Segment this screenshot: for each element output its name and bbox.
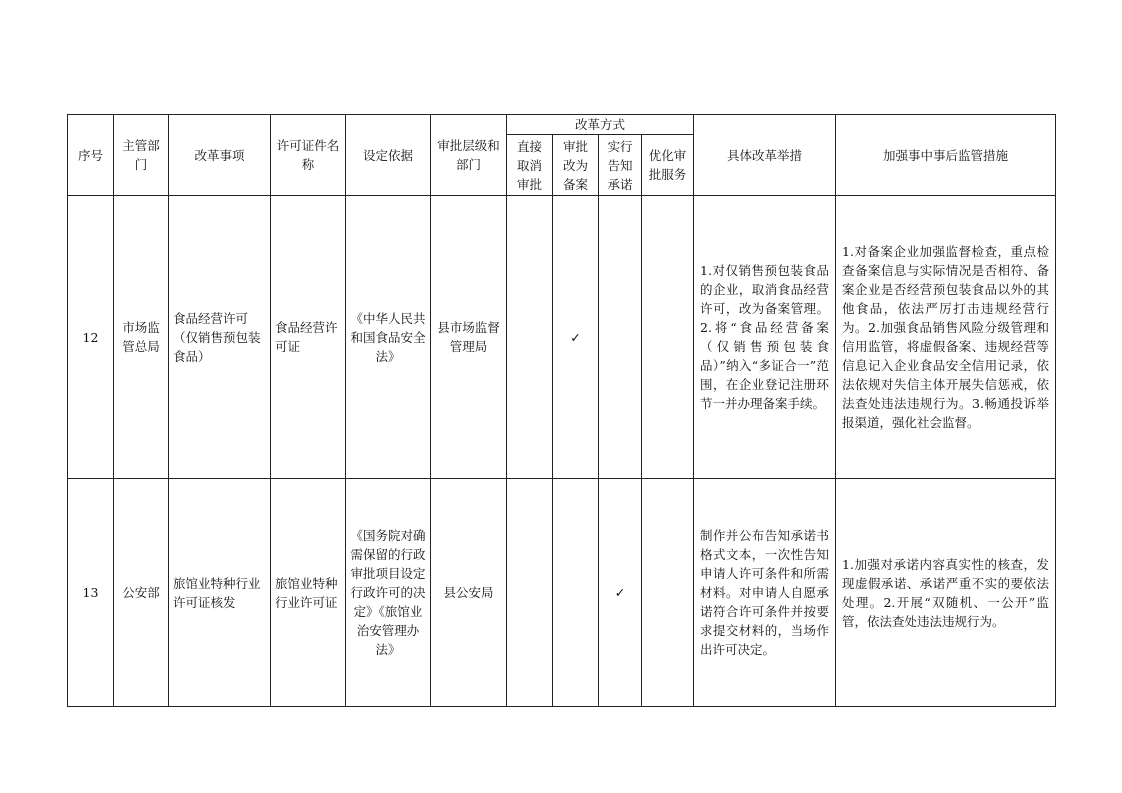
table-row <box>68 479 1056 707</box>
table-row <box>68 196 1056 479</box>
cell-level: 县公安局 <box>431 479 507 707</box>
header-mode-filing: 审批改为备案 <box>553 135 599 196</box>
cell-seq: 13 <box>68 479 114 707</box>
cell-item: 旅馆业特种行业许可证核发 <box>169 479 271 707</box>
header-supervision: 加强事中事后监管措施 <box>836 115 1056 196</box>
cell-mode-filing <box>553 479 599 707</box>
cell-level: 县市场监督管理局 <box>431 196 507 479</box>
header-level: 审批层级和部门 <box>431 115 507 196</box>
header-item: 改革事项 <box>169 115 271 196</box>
cell-mode-cancel <box>507 196 553 479</box>
cell-supervision: 1.加强对承诺内容真实性的核查，发现虚假承诺、承诺严重不实的要依法处理。2.开展“双随机、一公开”监管，依法查处违法违规行为。 <box>836 479 1056 707</box>
cell-measures: 制作并公布告知承诺书格式文本，一次性告知申请人许可条件和所需材料。对申请人自愿承诺符合许可条件并按要求提交材料的，当场作出许可决定。 <box>694 479 836 707</box>
cell-mode-cancel <box>507 479 553 707</box>
cell-mode-optimize <box>642 196 694 479</box>
cell-license: 食品经营许可证 <box>271 196 346 479</box>
cell-mode-optimize <box>642 479 694 707</box>
cell-mode-notify-check: ✓ <box>599 479 642 707</box>
header-measures: 具体改革举措 <box>694 115 836 196</box>
cell-supervision: 1.对备案企业加强监督检查，重点检查备案信息与实际情况是否相符、备案企业是否经营预包装食品以外的其他食品，依法严厉打击违规经营行为。2.加强食品销售风险分级管理和信用监管，将虚假备案、违规经营等信息记入企业食品安全信用记录，依法依规对失信主体开展失信惩戒，依法查处违法违规行为。3.畅通投诉举报渠道，强化社会监督。 <box>836 196 1056 479</box>
cell-seq: 12 <box>68 196 114 479</box>
header-mode-optimize: 优化审批服务 <box>642 135 694 196</box>
cell-dept: 公安部 <box>114 479 169 707</box>
header-mode-cancel: 直接取消审批 <box>507 135 553 196</box>
header-mode-notify: 实行告知承诺 <box>599 135 642 196</box>
header-basis: 设定依据 <box>346 115 431 196</box>
header-reform-mode: 改革方式 <box>507 115 694 135</box>
cell-basis: 《中华人民共和国食品安全法》 <box>346 196 431 479</box>
cell-mode-notify <box>599 196 642 479</box>
header-dept: 主管部门 <box>114 115 169 196</box>
cell-item: 食品经营许可（仅销售预包装食品） <box>169 196 271 479</box>
cell-license: 旅馆业特种行业许可证 <box>271 479 346 707</box>
reform-table <box>67 114 1056 707</box>
cell-measures: 1.对仅销售预包装食品的企业，取消食品经营许可，改为备案管理。2.将“食品经营备案（仅销售预包装食品）”纳入“多证合一”范围，在企业登记注册环节一并办理备案手续。 <box>694 196 836 479</box>
cell-mode-filing-check: ✓ <box>553 196 599 479</box>
header-license: 许可证件名称 <box>271 115 346 196</box>
cell-basis: 《国务院对确需保留的行政审批项目设定行政许可的决定》《旅馆业治安管理办法》 <box>346 479 431 707</box>
header-seq: 序号 <box>68 115 114 196</box>
cell-dept: 市场监管总局 <box>114 196 169 479</box>
